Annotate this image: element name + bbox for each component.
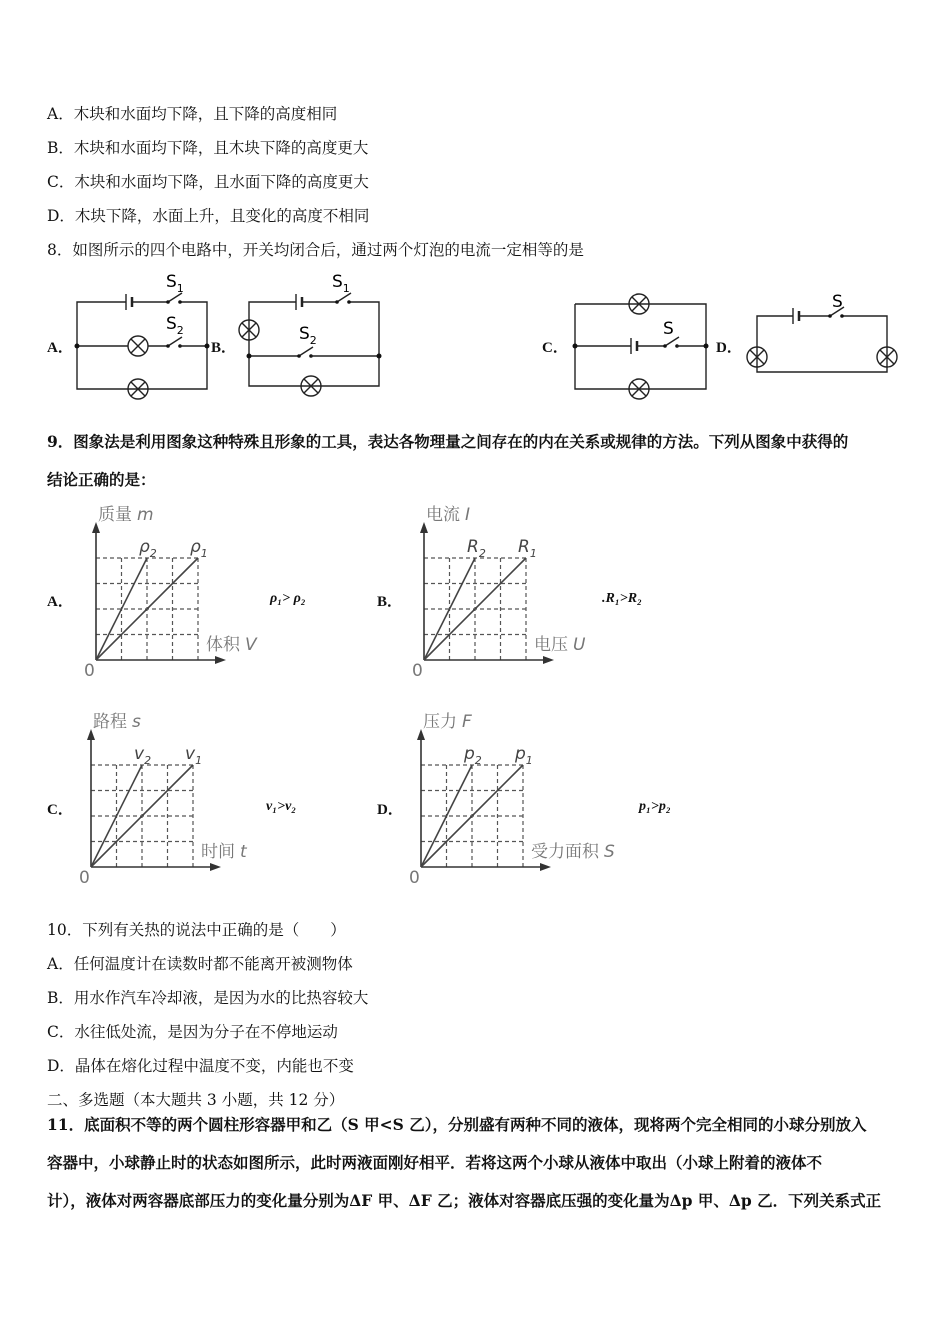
circuit-c [569, 293, 709, 393]
shallow-line-label: $p_1$ [515, 744, 533, 767]
q10-option-b: B．用水作汽车冷却液，是因为水的比热容较大 [47, 989, 369, 1007]
y-axis-label: 路程 s [93, 712, 141, 732]
origin-label: 0 [79, 868, 90, 888]
section-2-heading: 二、多选题（本大题共 3 小题，共 12 分） [47, 1091, 345, 1109]
q10-option-d: D．晶体在熔化过程中温度不变，内能也不变 [47, 1057, 354, 1075]
steep-line-label: $v_2$ [134, 744, 152, 767]
q9-option-a: A． [47, 594, 73, 610]
graph-c-distance-time [75, 707, 275, 887]
q10-stem: 10．下列有关热的说法中正确的是（ ） [47, 921, 346, 939]
switch-s1-label: $S_1$ [166, 272, 184, 295]
graph-b-current-voltage [408, 500, 618, 680]
x-axis-label: 受力面积 S [531, 842, 615, 862]
graph-a-mass-volume [80, 500, 280, 680]
q8-stem: 8．如图所示的四个电路中，开关均闭合后，通过两个灯泡的电流一定相等的是 [47, 241, 584, 259]
q7-option-a: A．木块和水面均下降，且下降的高度相同 [47, 105, 338, 123]
circuit-b [239, 268, 379, 393]
steep-line-label: $p_2$ [464, 744, 482, 767]
q8-label-a: A． [47, 340, 73, 356]
x-axis-label: 时间 t [201, 842, 247, 862]
graph-d-force-area [405, 707, 645, 887]
q7-option-b: B．木块和水面均下降，且木块下降的高度更大 [47, 139, 369, 157]
switch-label: S [832, 292, 843, 312]
shallow-line-label: $\rho_1$ [190, 537, 208, 560]
circuit-d [748, 290, 898, 380]
q7-option-d: D．木块下降，水面上升，且变化的高度不相同 [47, 207, 370, 225]
q9-option-c: C． [47, 802, 73, 818]
q10-option-a: A．任何温度计在读数时都不能离开被测物体 [47, 955, 353, 973]
shallow-line-label: $v_1$ [185, 744, 203, 767]
y-axis-label: 质量 m [98, 505, 154, 525]
origin-label: 0 [84, 661, 95, 681]
steep-line-label: $R_2$ [467, 537, 486, 560]
x-axis-arrow [540, 863, 551, 871]
q11-line2: 容器中，小球静止时的状态如图所示，此时两液面刚好相平．若将这两个小球从液体中取出（小球上附着的液体不 [47, 1153, 823, 1172]
q9-stem-line1: 9．图象法是利用图象这种特殊且形象的工具，表达各物理量之间存在的内在关系或规律的方法。下列从图象中获得的 [47, 432, 849, 451]
origin-label: 0 [409, 868, 420, 888]
q11-line1: 11．底面积不等的两个圆柱形容器甲和乙（S 甲<S 乙），分别盛有两种不同的液体，现将两个完全相同的小球分别放入 [47, 1115, 867, 1134]
x-axis-label: 电压 U [534, 635, 586, 655]
x-axis-arrow [215, 656, 226, 664]
q9-option-b: B． [377, 594, 403, 610]
circuit-a [70, 268, 210, 398]
steep-line-label: $\rho_2$ [139, 537, 157, 560]
q9-conclusion-b: .R₁>R₂ [602, 591, 642, 606]
q9-conclusion-c: v₁>v₂ [266, 799, 297, 814]
switch-s2-label: $S_2$ [166, 314, 184, 337]
switch-label: S [663, 319, 674, 339]
y-axis-label: 电流 I [426, 505, 471, 525]
q9-option-d: D． [377, 802, 403, 818]
q9-conclusion-a: ρ₁> ρ₂ [270, 591, 306, 606]
q9-stem-line2: 结论正确的是： [47, 470, 156, 489]
x-axis-arrow [210, 863, 221, 871]
q8-label-b: B． [211, 340, 237, 356]
q8-label-c: C． [542, 340, 568, 356]
switch-s2-label: $S_2$ [299, 324, 317, 347]
x-axis-arrow [543, 656, 554, 664]
q7-option-c: C．木块和水面均下降，且水面下降的高度更大 [47, 173, 369, 191]
q8-label-d: D． [716, 340, 742, 356]
origin-label: 0 [412, 661, 423, 681]
x-axis-label: 体积 V [206, 635, 257, 655]
shallow-line-label: $R_1$ [518, 537, 537, 560]
switch-s1-label: $S_1$ [332, 272, 350, 295]
y-axis-label: 压力 F [423, 712, 472, 732]
q11-line3: 计），液体对两容器底部压力的变化量分别为ΔF 甲、ΔF 乙；液体对容器底压强的变化量为Δp 甲、Δp 乙．下列关系式正 [47, 1191, 882, 1210]
q9-conclusion-d: p₁>p₂ [639, 799, 671, 814]
q10-option-c: C．水往低处流，是因为分子在不停地运动 [47, 1023, 338, 1041]
